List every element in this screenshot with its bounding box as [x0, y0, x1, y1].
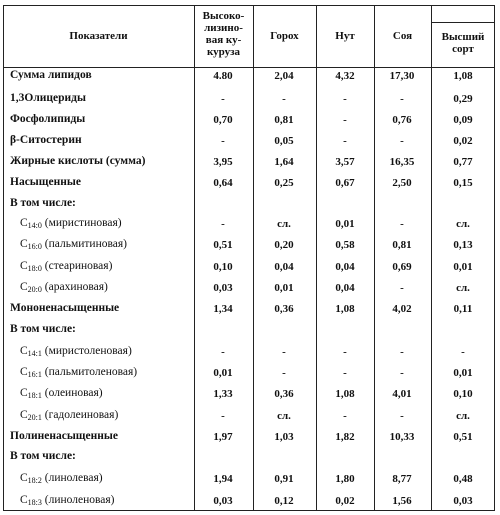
- table-cell: -: [400, 367, 404, 379]
- table-cell: 0,13: [453, 239, 473, 251]
- table-cell: 0,25: [274, 177, 294, 189]
- table-cell: -: [400, 410, 404, 422]
- header-divider: [3, 67, 495, 68]
- row-label: [10, 155, 145, 167]
- table-cell: 1,03: [274, 431, 294, 443]
- row-label-suffix: (олеиновая): [41, 387, 103, 399]
- table-cell: 0,64: [213, 177, 233, 189]
- table-cell: 17,30: [389, 70, 415, 82]
- table-cell: 0,20: [274, 239, 294, 251]
- table-cell: -: [343, 410, 347, 422]
- row-label-subscript: 16:1: [27, 370, 42, 379]
- table-cell: 0,01: [274, 282, 294, 294]
- table-cell: -: [461, 346, 465, 358]
- table-cell: 8,77: [392, 473, 412, 485]
- table-cell: 0,09: [453, 114, 473, 126]
- row-label-subscript: 20:0: [27, 285, 42, 294]
- row-label: [20, 494, 115, 507]
- table-cell: 1,94: [213, 473, 233, 485]
- header-subdivider: [431, 22, 495, 23]
- table-cell: 2,04: [274, 70, 294, 82]
- table-cell: 1,34: [213, 303, 233, 315]
- row-label-text: C: [20, 345, 28, 357]
- table-cell: -: [221, 93, 225, 105]
- table-cell: 0,02: [453, 135, 473, 147]
- table-cell: 0,36: [274, 388, 294, 400]
- table-cell: 0,12: [274, 495, 294, 507]
- table-cell: 0,51: [453, 431, 473, 443]
- row-label-suffix: (миристиновая): [41, 217, 122, 229]
- table-cell: -: [221, 135, 225, 147]
- row-label-subscript: 20:1: [27, 413, 42, 422]
- table-cell: -: [343, 367, 347, 379]
- row-label-text: Мононенасыщенные: [10, 302, 120, 314]
- header-col-premium: Высший сорт: [441, 31, 485, 55]
- table-cell: 0,03: [213, 495, 233, 507]
- table-cell: 1,97: [213, 431, 233, 443]
- table-cell: 10,33: [389, 431, 415, 443]
- row-label: [10, 430, 118, 442]
- table-cell: -: [221, 346, 225, 358]
- table-cell: 0,77: [453, 156, 473, 168]
- row-label: [10, 69, 92, 81]
- table-cell: 0,76: [392, 114, 412, 126]
- row-label-subscript: 14:1: [27, 349, 42, 358]
- table-cell: -: [282, 346, 286, 358]
- table-cell: 0,29: [453, 93, 473, 105]
- table-cell: -: [221, 218, 225, 230]
- header-col-soy: Соя: [392, 30, 413, 42]
- table-cell: 0,67: [335, 177, 355, 189]
- row-label: [10, 134, 82, 146]
- row-label-subscript: 18:1: [27, 391, 42, 400]
- row-label-text: В том числе:: [10, 197, 76, 209]
- table-cell: 1,08: [335, 388, 355, 400]
- row-label-text: C: [20, 238, 28, 250]
- row-label-text: C: [20, 409, 28, 421]
- table-cell: 0,01: [335, 218, 355, 230]
- table-cell: -: [343, 135, 347, 147]
- table-cell: -: [400, 93, 404, 105]
- header-col-chickpea: Нут: [335, 30, 355, 42]
- table-cell: -: [400, 135, 404, 147]
- table-cell: -: [343, 114, 347, 126]
- header-indicators: Показатели: [69, 30, 128, 42]
- row-label-subscript: 16:0: [27, 242, 42, 251]
- row-label-text: Фосфолипиды: [10, 113, 86, 125]
- row-label-text: C: [20, 387, 28, 399]
- table-cell: 1,08: [453, 70, 473, 82]
- table-cell: 1,82: [335, 431, 355, 443]
- row-label: [20, 366, 137, 379]
- row-label-text: C: [20, 472, 28, 484]
- table-cell: 0,69: [392, 261, 412, 273]
- row-label-suffix: (стеариновая): [41, 260, 113, 272]
- row-label-subscript: 18:0: [27, 264, 42, 273]
- row-label: [20, 260, 112, 273]
- header-col-corn: Высоко- лизино- вая ку- куруза: [202, 10, 245, 58]
- table-cell: 0,01: [453, 367, 473, 379]
- row-label-text: В том числе:: [10, 450, 76, 462]
- table-cell: сл.: [456, 282, 470, 294]
- table-cell: -: [400, 282, 404, 294]
- table-cell: 0,03: [453, 495, 473, 507]
- table-cell: 0,05: [274, 135, 294, 147]
- table-cell: сл.: [277, 218, 291, 230]
- row-label-text: Жирные кислоты (сумма): [10, 155, 146, 167]
- table-cell: 0,10: [213, 261, 233, 273]
- table-cell: 0,11: [453, 303, 473, 315]
- table-cell: 4,01: [392, 388, 412, 400]
- row-label-subscript: 18:3: [27, 498, 42, 507]
- row-label: [20, 472, 103, 485]
- row-label: [20, 238, 127, 251]
- row-label-text: Сумма липидов: [10, 69, 92, 81]
- row-label-suffix: (арахиновая): [41, 281, 108, 293]
- row-label: [10, 92, 86, 104]
- table-cell: 0,81: [274, 114, 294, 126]
- row-label-suffix: (пальмитиновая): [41, 238, 127, 250]
- table-cell: 0,01: [453, 261, 473, 273]
- column-divider: [431, 5, 432, 511]
- table-cell: 0,70: [213, 114, 233, 126]
- table-cell: 3,95: [213, 156, 233, 168]
- table-cell: 3,57: [335, 156, 355, 168]
- table-cell: -: [343, 346, 347, 358]
- row-label: [20, 345, 132, 358]
- row-label-text: В том числе:: [10, 323, 76, 335]
- row-label-text: C: [20, 494, 28, 506]
- table-cell: 0,10: [453, 388, 473, 400]
- table-cell: -: [400, 218, 404, 230]
- table-cell: -: [282, 93, 286, 105]
- table-cell: 0,03: [213, 282, 233, 294]
- table-cell: 1,56: [392, 495, 412, 507]
- row-label: [10, 176, 81, 188]
- row-label-text: Полиненасыщенные: [10, 430, 118, 442]
- table-cell: -: [282, 367, 286, 379]
- table-cell: 4,02: [392, 303, 412, 315]
- table-cell: -: [221, 410, 225, 422]
- row-label-text: C: [20, 260, 28, 272]
- row-label-text: Насыщенные: [10, 176, 81, 188]
- table-cell: 4,32: [335, 70, 355, 82]
- row-label: [10, 113, 85, 125]
- row-label-suffix: (линоленовая): [41, 494, 115, 506]
- table-cell: сл.: [456, 410, 470, 422]
- row-label-suffix: (пальмитоленовая): [41, 366, 138, 378]
- table-cell: 0,81: [392, 239, 412, 251]
- header-col-peas: Горох: [270, 30, 299, 42]
- table-cell: 0,51: [213, 239, 233, 251]
- table-cell: 0,48: [453, 473, 473, 485]
- table-cell: 0,04: [274, 261, 294, 273]
- table-cell: -: [343, 93, 347, 105]
- row-label: [20, 409, 118, 422]
- row-label: [10, 197, 76, 209]
- table-cell: сл.: [277, 410, 291, 422]
- table-cell: 1,64: [274, 156, 294, 168]
- table-cell: 16,35: [389, 156, 415, 168]
- row-label-text: C: [20, 281, 28, 293]
- table-cell: 0,36: [274, 303, 294, 315]
- table-cell: 0,01: [213, 367, 233, 379]
- row-label-suffix: (гадолеиновая): [41, 409, 119, 421]
- table-cell: 1,08: [335, 303, 355, 315]
- row-label: [10, 302, 119, 314]
- table-cell: 1,80: [335, 473, 355, 485]
- table-cell: 2,50: [392, 177, 412, 189]
- table-cell: сл.: [456, 218, 470, 230]
- row-label-subscript: 18:2: [27, 476, 42, 485]
- row-label: [20, 281, 108, 294]
- row-label: [20, 217, 122, 230]
- row-label-text: β-Ситостерин: [10, 134, 82, 146]
- table-cell: 0,15: [453, 177, 473, 189]
- row-label-text: C: [20, 366, 28, 378]
- row-label: [10, 323, 76, 335]
- row-label-suffix: (линолевая): [41, 472, 103, 484]
- row-label: [20, 387, 103, 400]
- table-cell: -: [400, 346, 404, 358]
- table-cell: 0,02: [335, 495, 355, 507]
- column-divider: [253, 5, 254, 511]
- table-cell: 0,91: [274, 473, 294, 485]
- table-cell: 0,04: [335, 282, 355, 294]
- table-cell: 0,58: [335, 239, 355, 251]
- row-label-subscript: 14:0: [27, 221, 42, 230]
- table-cell: 0,04: [335, 261, 355, 273]
- row-label-text: C: [20, 217, 28, 229]
- row-label-suffix: (миристоленовая): [41, 345, 132, 357]
- row-label: [10, 450, 76, 462]
- table-cell: 1,33: [213, 388, 233, 400]
- row-label-text: 1,3Олицериды: [10, 92, 86, 104]
- table-cell: 4.80: [213, 70, 233, 82]
